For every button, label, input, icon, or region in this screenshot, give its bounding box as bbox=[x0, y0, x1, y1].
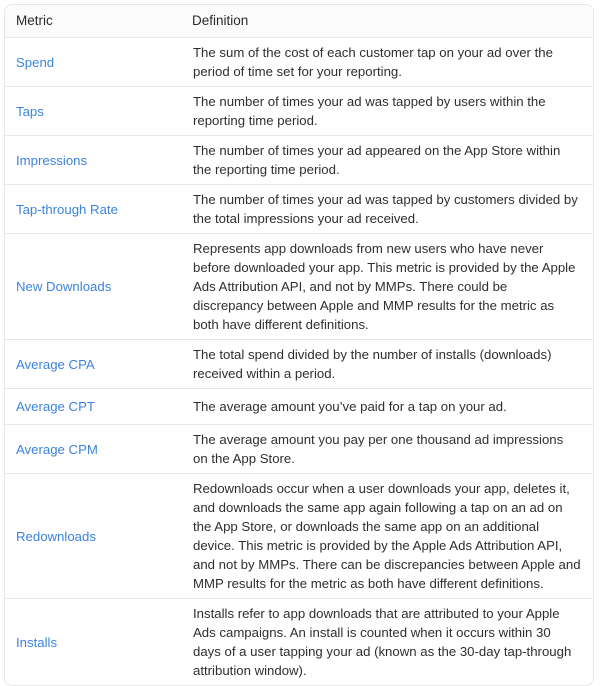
metric-link-average-cpa[interactable]: Average CPA bbox=[16, 356, 95, 372]
definition-cell: The average amount you pay per one thousand ad impressions on the App Store. bbox=[181, 425, 593, 474]
metric-cell bbox=[5, 185, 181, 234]
table-row bbox=[5, 38, 593, 87]
table-row bbox=[5, 87, 593, 136]
metric-cell bbox=[5, 38, 181, 87]
table-row bbox=[5, 474, 593, 599]
metric-cell bbox=[5, 136, 181, 185]
table-header bbox=[5, 5, 593, 38]
metric-cell bbox=[5, 474, 181, 599]
metric-link-spend[interactable]: Spend bbox=[16, 54, 55, 70]
table-row bbox=[5, 340, 593, 389]
table-body bbox=[5, 38, 593, 686]
metric-link-installs[interactable]: Installs bbox=[16, 634, 58, 650]
metric-cell bbox=[5, 234, 181, 340]
header-row bbox=[5, 5, 593, 38]
table-row bbox=[5, 599, 593, 686]
metric-link-redownloads[interactable]: Redownloads bbox=[16, 528, 96, 544]
table-row bbox=[5, 185, 593, 234]
metrics-table-container bbox=[4, 4, 594, 686]
table-row bbox=[5, 389, 593, 425]
metric-link-average-cpm[interactable]: Average CPM bbox=[16, 441, 98, 457]
column-header-definition: Definition bbox=[181, 5, 593, 38]
metric-link-taps[interactable]: Taps bbox=[16, 103, 44, 119]
metric-cell bbox=[5, 87, 181, 136]
table-row bbox=[5, 234, 593, 340]
metric-cell bbox=[5, 425, 181, 474]
definition-cell: The sum of the cost of each customer tap on your ad over the period of time set for your reporting. bbox=[181, 38, 593, 87]
definition-cell: Redownloads occur when a user downloads your app, deletes it, and downloads the same app again following a tap on an ad on the App Store, or downloads the same app on an additional device. This metric is provided by the Apple Ads Attribution API, and not by MMPs. There can be discrepancies between Apple and MMP results for the metric as both have different definitions. bbox=[181, 474, 593, 599]
metrics-definitions-table bbox=[5, 5, 593, 685]
definition-cell: Represents app downloads from new users who have never before downloaded your app. This metric is provided by the Apple Ads Attribution API, and not by MMPs. There could be discrepancy between Apple and MMP results for the metric as both have different definitions. bbox=[181, 234, 593, 340]
definition-cell: The average amount you’ve paid for a tap on your ad. bbox=[181, 389, 593, 425]
metric-cell bbox=[5, 389, 181, 425]
table-row bbox=[5, 136, 593, 185]
definition-cell: Installs refer to app downloads that are attributed to your Apple Ads campaigns. An install is counted when it occurs within 30 days of a user tapping your ad (known as the 30-day tap-through attribution window). bbox=[193, 606, 572, 678]
definition-cell: The number of times your ad was tapped by users within the reporting time period. bbox=[181, 87, 593, 136]
table-row bbox=[5, 425, 593, 474]
definition-cell: The total spend divided by the number of installs (downloads) received within a period. bbox=[181, 340, 593, 389]
definition-cell: The number of times your ad appeared on the App Store within the reporting time period. bbox=[181, 136, 593, 185]
metric-link-new-downloads[interactable]: New Downloads bbox=[16, 279, 112, 294]
column-header-metric: Metric bbox=[5, 5, 181, 38]
metric-cell bbox=[5, 340, 181, 389]
metric-link-tap-through-rate[interactable]: Tap-through Rate bbox=[16, 201, 118, 217]
definition-cell: The number of times your ad was tapped by customers divided by the total impressions your ad received. bbox=[181, 185, 593, 234]
metric-link-impressions[interactable]: Impressions bbox=[16, 152, 88, 168]
metric-cell bbox=[5, 599, 181, 686]
metric-link-average-cpt[interactable]: Average CPT bbox=[16, 399, 95, 414]
